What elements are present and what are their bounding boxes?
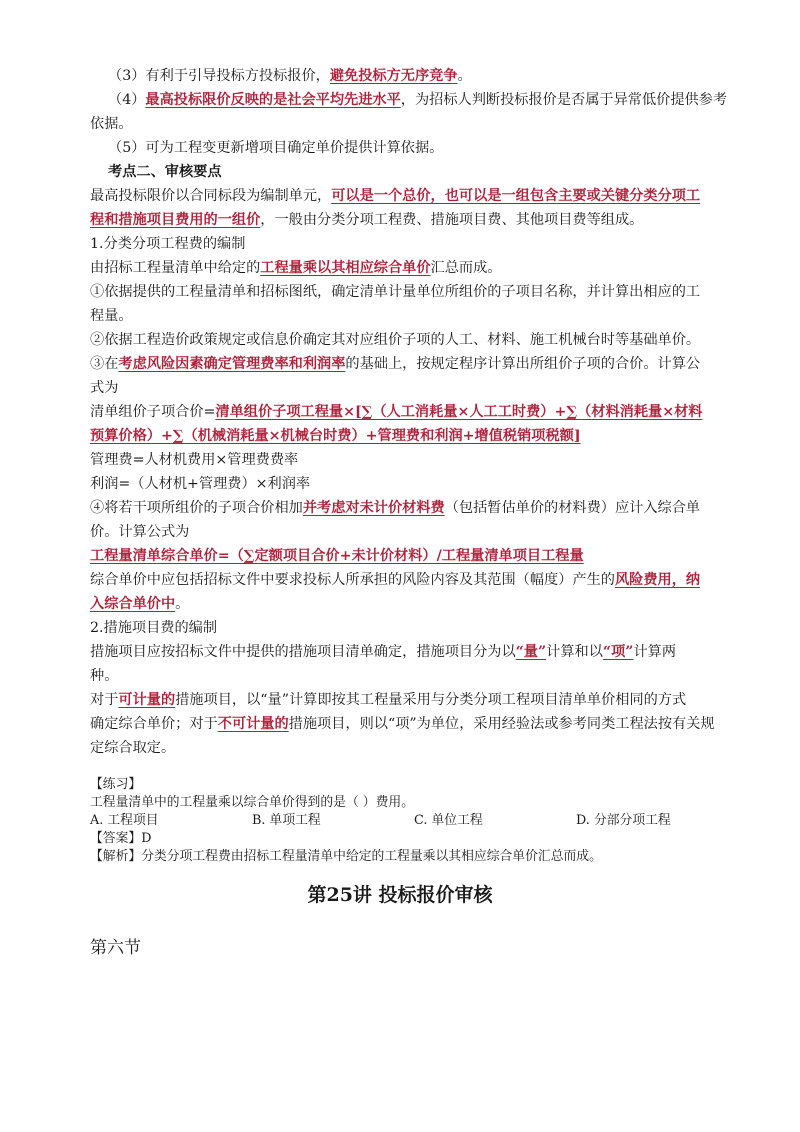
text-line [90, 690, 686, 710]
emphasized-text: 工程量清单综合单价=（∑定额项目合价+未计价材料）/工程量清单项目工程量 [90, 548, 584, 564]
text-line [108, 138, 443, 158]
text-line [90, 738, 175, 758]
text-run: 计算和以 [546, 644, 603, 660]
emphasized-text: 可以是一个总价，也可以是一组包含主要或关键分类分项工 [331, 188, 701, 204]
section-label: 第六节 [90, 938, 141, 958]
text-run: 定综合取定。 [90, 740, 176, 756]
text-run: 确定综合单价；对于 [90, 716, 218, 732]
text-run: 。 [457, 68, 472, 84]
text-run: 管理费=人材机费用×管理费费率 [90, 452, 299, 468]
text-line [90, 234, 245, 254]
text-run: 措施项目，则以“项”为单位，采用经验法或参考同类工程法按有关规 [288, 716, 715, 732]
text-line [90, 210, 643, 230]
emphasized-text: 并考虑对未计价材料费 [302, 500, 445, 516]
text-run: 综合单价中应包括招标文件中要求投标人所承担的风险内容及其范围（幅度）产生的 [90, 572, 615, 588]
text-run: ③在 [90, 356, 119, 372]
emphasized-text: 清单组价子项工程量×[∑（人工消耗量×人工工时费）+∑（材料消耗量×材料 [215, 404, 703, 420]
emphasized-text: 最高投标限价反映的是社会平均先进水平 [145, 92, 401, 108]
text-line [90, 618, 217, 638]
text-line [90, 258, 501, 278]
exercise-answer: 【答案】D [90, 831, 152, 846]
exercise-label: 【练习】 [90, 777, 142, 792]
text-line [90, 594, 189, 614]
emphasized-text: 预算价格）+∑（机械消耗量×机械台时费）+管理费和利润+增值税销项税额] [90, 428, 581, 444]
option-a: A. 工程项目 [90, 813, 159, 828]
text-run: 汇总而成。 [430, 260, 502, 276]
text-run: ②依据工程造价政策规定或信息价确定其对应组价子项的人工、材料、施工机械台时等基础单价。 [90, 332, 701, 348]
text-run: 1.分类分项工程费的编制 [90, 236, 246, 252]
emphasized-text: 避免投标方无序竞争 [329, 68, 458, 84]
text-line [90, 642, 676, 662]
text-line [90, 666, 118, 686]
text-run: 式为 [90, 380, 119, 396]
emphasized-text: 不可计量的 [217, 716, 289, 732]
text-line [90, 354, 700, 374]
text-run: 由招标工程量清单中给定的 [90, 260, 261, 276]
text-run: （5）可为工程变更新增项目确定单价提供计算依据。 [108, 140, 444, 156]
text-run: 清单组价子项合价= [90, 404, 216, 420]
emphasized-text: 入综合单价中 [90, 596, 176, 612]
option-c: C. 单位工程 [414, 813, 483, 828]
text-line [90, 450, 298, 470]
emphasized-text: 可计量的 [118, 692, 176, 708]
text-run: 种。 [90, 668, 119, 684]
text-run: 措施项目，以“量”计算即按其工程量采用与分类分项工程项目清单单价相同的方式 [175, 692, 687, 708]
text-line [108, 162, 222, 182]
text-line [90, 378, 118, 398]
text-line [90, 306, 133, 326]
lecture-title: 第25讲 投标报价审核 [307, 884, 493, 906]
text-run: 程量。 [90, 308, 133, 324]
text-run: （3）有利于引导投标方投标报价， [108, 68, 330, 84]
text-run: 计算两 [633, 644, 677, 660]
text-run: 价。计算公式为 [90, 524, 190, 540]
text-run: 2.措施项目费的编制 [90, 620, 218, 636]
text-line [108, 90, 727, 110]
text-run: 利润=（人材机+管理费）×利润率 [90, 476, 311, 492]
emphasized-text: 风险费用，纳 [614, 572, 701, 588]
text-line [90, 114, 133, 134]
text-line [90, 402, 702, 422]
exercise-question: 工程量清单中的工程量乘以综合单价得到的是（ ）费用。 [90, 795, 414, 810]
option-d: D. 分部分项工程 [576, 813, 671, 828]
text-line [90, 522, 189, 542]
emphasized-text: “项” [602, 644, 634, 660]
text-line [90, 330, 700, 350]
text-line [90, 186, 700, 206]
text-run: ④将若干项所组价的子项合价相加 [90, 500, 303, 516]
text-line [90, 570, 700, 590]
text-run: 的基础上，按规定程序计算出所组价子项的合价。计算公 [345, 356, 701, 372]
text-line [90, 426, 581, 446]
text-line [90, 498, 700, 518]
text-run: 措施项目应按招标文件中提供的措施项目清单确定，措施项目分为以 [90, 644, 516, 660]
emphasized-text: “量” [515, 644, 547, 660]
text-run: ，一般由分类分项工程费、措施项目费、其他项目费等组成。 [260, 212, 644, 228]
text-line [90, 714, 715, 734]
text-line [90, 474, 310, 494]
exercise-analysis: 【解析】分类分项工程费由招标工程量清单中给定的工程量乘以其相应综合单价汇总而成。 [90, 849, 602, 864]
text-run: 依据。 [90, 116, 133, 132]
text-line [108, 66, 472, 86]
text-line [90, 282, 700, 302]
section-heading: 考点二、审核要点 [108, 164, 222, 180]
text-run: 最高投标限价以合同标段为编制单元， [90, 188, 332, 204]
text-run: （4） [108, 92, 146, 108]
text-run: 对于 [90, 692, 119, 708]
text-run: 。 [175, 596, 190, 612]
text-line [90, 546, 584, 566]
emphasized-text: 工程量乘以其相应综合单价 [260, 260, 431, 276]
emphasized-text: 考虑风险因素确定管理费率和利润率 [118, 356, 346, 372]
text-run: （包括暂估单价的材料费）应计入综合单 [444, 500, 701, 516]
option-b: B. 单项工程 [252, 813, 321, 828]
text-run: ①依据提供的工程量清单和招标图纸，确定清单计量单位所组价的子项目名称，并计算出相应的工 [90, 284, 701, 300]
text-run: ，为招标人判断投标报价是否属于异常低价提供参考 [400, 92, 728, 108]
emphasized-text: 程和措施项目费用的一组价 [90, 212, 261, 228]
